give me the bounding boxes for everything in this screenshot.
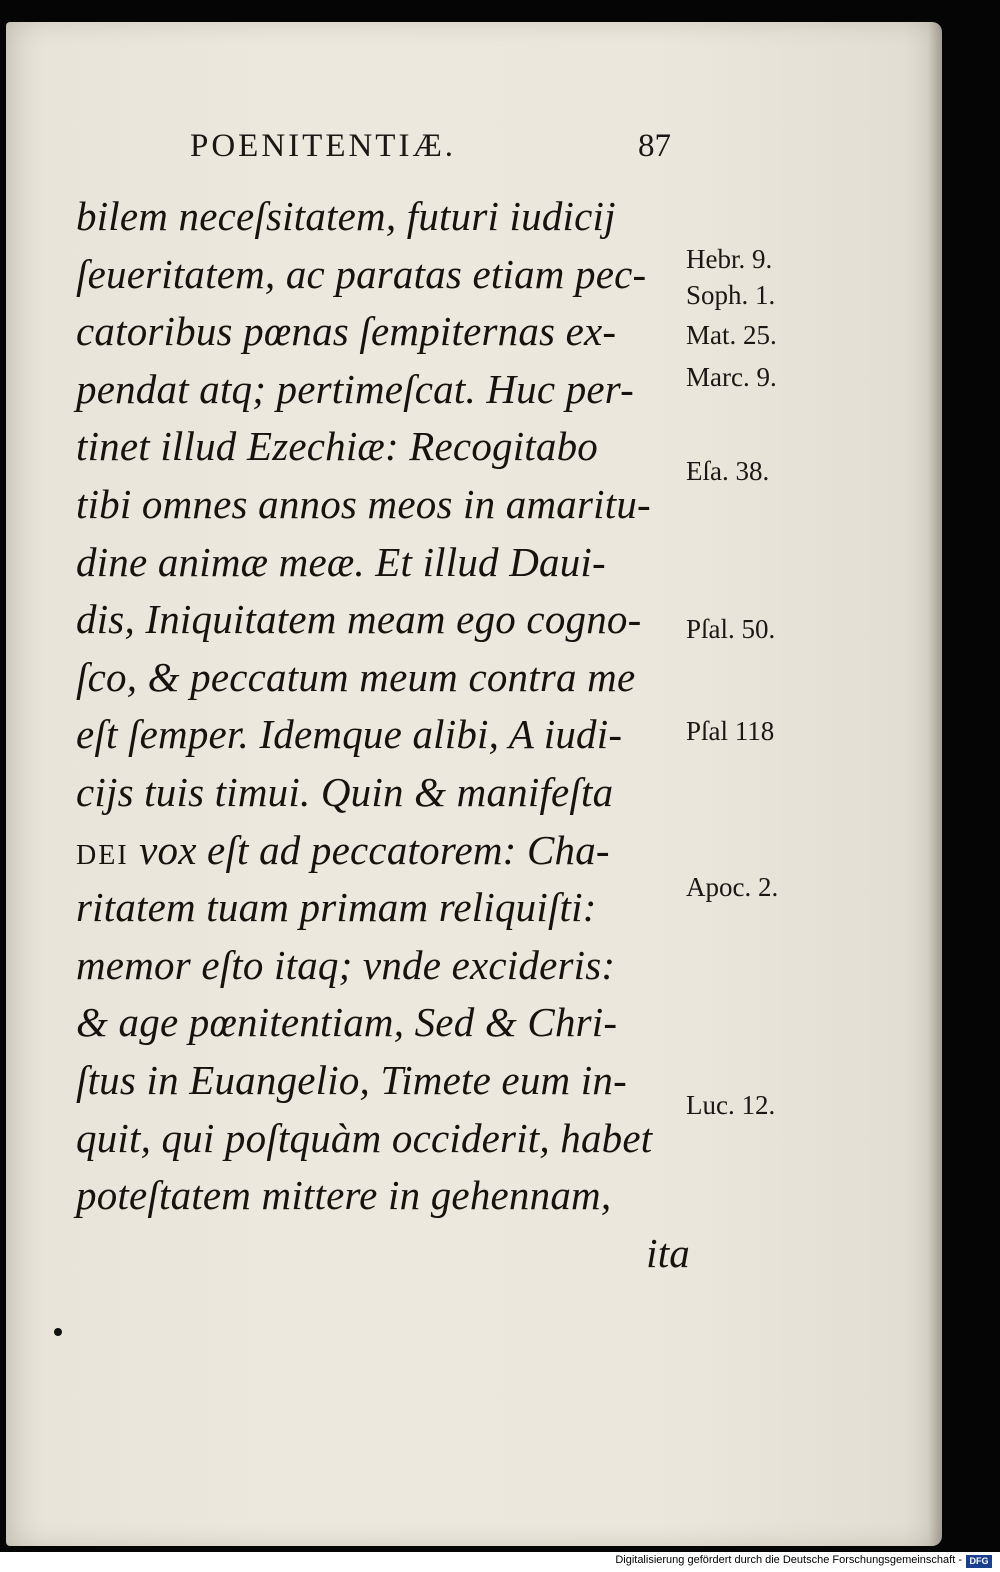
text-line: ſco, & peccatum meum contra me bbox=[76, 653, 636, 700]
marginal-note: Soph. 1. bbox=[686, 280, 776, 310]
text-line: poteſtatem mittere in gehennam, bbox=[76, 1172, 612, 1219]
page-number: 87 bbox=[638, 128, 671, 164]
marginal-note: Marc. 9. bbox=[686, 362, 777, 392]
marginal-note: Hebr. 9. bbox=[686, 244, 773, 274]
marginal-note: Pſal. 50. bbox=[686, 614, 776, 644]
text-line: dine animæ meæ. Et illud Daui- bbox=[76, 538, 606, 585]
marginal-note: Pſal 118 bbox=[686, 716, 775, 746]
text-line: ſtus in Euangelio, Timete eum in- bbox=[76, 1056, 627, 1103]
text-line: memor eſto itaq; vnde excideris: bbox=[76, 941, 616, 988]
footer-credit: Digitalisierung gefördert durch die Deutsche Forschungsgemeinschaft - bbox=[615, 1554, 962, 1566]
catchword: ita bbox=[646, 1229, 690, 1276]
text-line: ritatem tuam primam reliquiſti: bbox=[76, 884, 597, 931]
text-line: pendat atq; pertimeſcat. Huc per- bbox=[76, 365, 634, 412]
footer-bar bbox=[0, 1552, 1000, 1572]
text-line: ſeueritatem, ac paratas etiam pec- bbox=[76, 250, 647, 297]
small-caps-word: DEI bbox=[76, 839, 129, 871]
ink-speck bbox=[54, 1328, 62, 1336]
text-line-rest: vox eſt ad peccatorem: Cha- bbox=[139, 826, 610, 873]
marginal-note: Eſa. 38. bbox=[686, 456, 770, 486]
marginal-note: Luc. 12. bbox=[686, 1090, 776, 1120]
marginal-note: Mat. 25. bbox=[686, 320, 777, 350]
text-line: tibi omnes annos meos in amaritu- bbox=[76, 480, 651, 527]
marginal-note: Apoc. 2. bbox=[686, 872, 779, 902]
text-line: quit, qui poſtquàm occiderit, habet bbox=[76, 1114, 653, 1161]
text-line: cijs tuis timui. Quin & manifeſta bbox=[76, 768, 614, 815]
running-title: POENITENTIÆ. bbox=[190, 128, 457, 164]
text-line: & age pœnitentiam, Sed & Chri- bbox=[76, 999, 618, 1046]
text-line: tinet illud Ezechiæ: Recogitabo bbox=[76, 423, 599, 470]
text-line: dis, Iniquitatem meam ego cogno- bbox=[76, 596, 642, 643]
text-line: catoribus pœnas ſempiternas ex- bbox=[76, 308, 617, 355]
text-line: eſt ſemper. Idemque alibi, A iudi- bbox=[76, 711, 623, 758]
dfg-logo: DFG bbox=[966, 1555, 992, 1568]
text-line: bilem neceſsitatem, futuri iudicij bbox=[76, 193, 616, 239]
